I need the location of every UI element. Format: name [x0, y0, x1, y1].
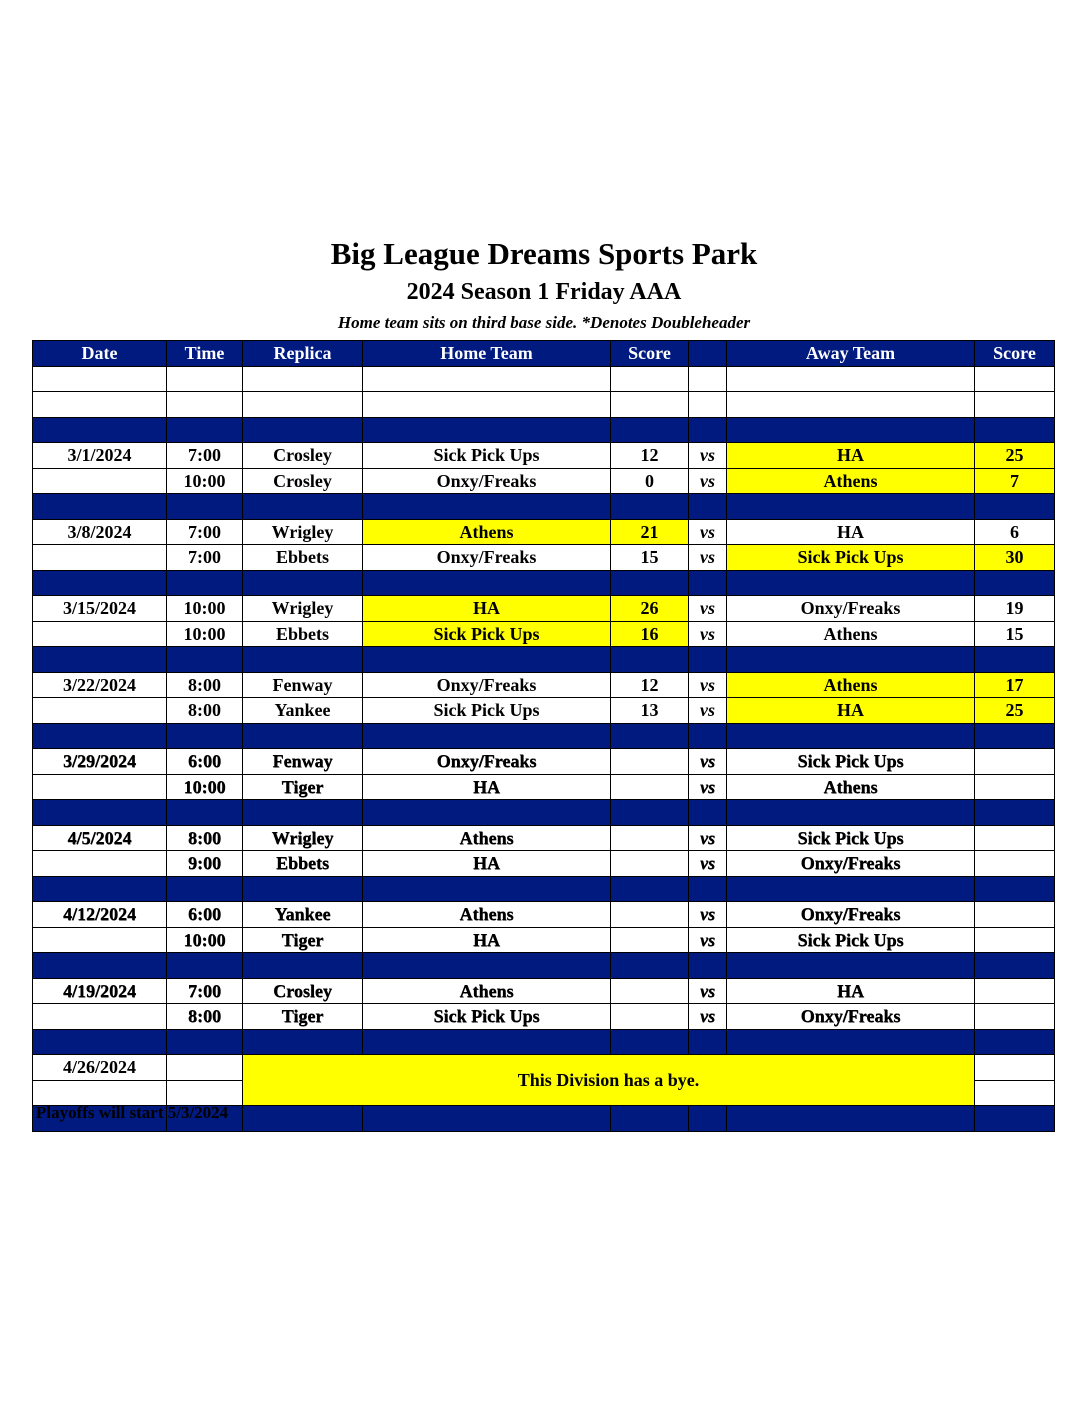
separator-cell [363, 1029, 611, 1055]
home-team: Sick Pick Ups [363, 1004, 611, 1030]
separator-cell [33, 953, 167, 979]
separator-cell [689, 494, 727, 520]
header-replica: Replica [243, 341, 363, 367]
game-field: Wrigley [243, 596, 363, 622]
separator-cell [167, 876, 243, 902]
game-date: 3/29/2024 [33, 749, 167, 775]
empty-cell [975, 366, 1055, 392]
header-home-score: Score [611, 341, 689, 367]
empty-cell [611, 392, 689, 418]
home-score: 15 [611, 545, 689, 571]
separator-cell [611, 417, 689, 443]
home-score: 21 [611, 519, 689, 545]
vs-label: vs [689, 698, 727, 724]
game-time: 8:00 [167, 825, 243, 851]
vs-label: vs [689, 825, 727, 851]
away-score [975, 774, 1055, 800]
away-score: 7 [975, 468, 1055, 494]
home-score [611, 749, 689, 775]
game-field: Wrigley [243, 519, 363, 545]
separator-cell [363, 417, 611, 443]
home-score: 13 [611, 698, 689, 724]
page-title: Big League Dreams Sports Park [330, 236, 758, 271]
home-score [611, 902, 689, 928]
game-time: 7:00 [167, 545, 243, 571]
vs-label: vs [689, 927, 727, 953]
separator-row [33, 647, 1055, 673]
bye-date: 4/26/2024 [33, 1055, 167, 1081]
header-time: Time [167, 341, 243, 367]
empty-cell [363, 366, 611, 392]
separator-cell [727, 570, 975, 596]
game-row [33, 443, 1055, 469]
empty-cell [727, 392, 975, 418]
game-row [33, 698, 1055, 724]
game-date [33, 851, 167, 877]
separator-cell [689, 800, 727, 826]
separator-row [33, 1029, 1055, 1055]
home-score [611, 927, 689, 953]
game-time: 10:00 [167, 596, 243, 622]
home-team: Sick Pick Ups [363, 698, 611, 724]
separator-cell [975, 494, 1055, 520]
separator-row [33, 723, 1055, 749]
game-date: 3/1/2024 [33, 443, 167, 469]
away-score [975, 902, 1055, 928]
separator-cell [689, 953, 727, 979]
home-team: Onxy/Freaks [363, 672, 611, 698]
separator-cell [243, 647, 363, 673]
vs-label: vs [689, 978, 727, 1004]
away-score [975, 1004, 1055, 1030]
empty-cell [611, 366, 689, 392]
game-time: 6:00 [167, 902, 243, 928]
home-score [611, 851, 689, 877]
empty-cell [727, 366, 975, 392]
separator-cell [689, 876, 727, 902]
game-row [33, 978, 1055, 1004]
vs-label: vs [689, 443, 727, 469]
separator-cell [727, 953, 975, 979]
empty-cell [167, 1080, 243, 1106]
separator-cell [689, 417, 727, 443]
game-field: Fenway [243, 749, 363, 775]
separator-row [33, 417, 1055, 443]
separator-cell [611, 723, 689, 749]
away-team: Sick Pick Ups [727, 927, 975, 953]
game-row [33, 902, 1055, 928]
empty-cell [975, 1055, 1055, 1081]
game-field: Ebbets [243, 545, 363, 571]
home-team: Onxy/Freaks [363, 749, 611, 775]
home-team: HA [363, 596, 611, 622]
separator-cell [243, 1029, 363, 1055]
away-score [975, 978, 1055, 1004]
separator-cell [243, 570, 363, 596]
game-field: Crosley [243, 468, 363, 494]
home-score: 16 [611, 621, 689, 647]
bye-message: This Division has a bye. [243, 1055, 975, 1106]
away-team: Sick Pick Ups [727, 545, 975, 571]
separator-cell [975, 1029, 1055, 1055]
away-team: Onxy/Freaks [727, 851, 975, 877]
playoffs-note: Playoffs will start 5/3/2024 [36, 1103, 229, 1122]
game-time: 10:00 [167, 927, 243, 953]
away-team: Athens [727, 621, 975, 647]
game-date [33, 927, 167, 953]
separator-cell [363, 953, 611, 979]
home-team: HA [363, 774, 611, 800]
blank-row [33, 392, 1055, 418]
vs-label: vs [689, 545, 727, 571]
separator-cell [167, 800, 243, 826]
empty-cell [975, 392, 1055, 418]
separator-cell [243, 494, 363, 520]
game-field: Crosley [243, 443, 363, 469]
away-team: Onxy/Freaks [727, 596, 975, 622]
home-score: 12 [611, 672, 689, 698]
away-team: HA [727, 978, 975, 1004]
game-date [33, 468, 167, 494]
home-team: Athens [363, 519, 611, 545]
game-field: Ebbets [243, 851, 363, 877]
game-field: Crosley [243, 978, 363, 1004]
empty-cell [33, 1080, 167, 1106]
home-team: HA [363, 851, 611, 877]
header-row [33, 341, 1055, 367]
separator-cell [689, 570, 727, 596]
home-team: Athens [363, 978, 611, 1004]
game-row [33, 468, 1055, 494]
header-home-team: Home Team [363, 341, 611, 367]
schedule-body [33, 366, 1055, 1131]
away-team: Onxy/Freaks [727, 902, 975, 928]
vs-label: vs [689, 851, 727, 877]
vs-label: vs [689, 902, 727, 928]
game-field: Tiger [243, 1004, 363, 1030]
separator-cell [243, 723, 363, 749]
game-date [33, 774, 167, 800]
home-score [611, 978, 689, 1004]
away-score: 17 [975, 672, 1055, 698]
game-row [33, 774, 1055, 800]
separator-cell [33, 800, 167, 826]
vs-label: vs [689, 749, 727, 775]
separator-cell [363, 876, 611, 902]
separator-cell [33, 723, 167, 749]
game-time: 7:00 [167, 443, 243, 469]
empty-cell [975, 1080, 1055, 1106]
separator-cell [975, 953, 1055, 979]
game-date: 3/8/2024 [33, 519, 167, 545]
separator-cell [975, 417, 1055, 443]
home-score [611, 1004, 689, 1030]
separator-cell [611, 1106, 689, 1132]
home-team: Onxy/Freaks [363, 468, 611, 494]
header-date: Date [33, 341, 167, 367]
separator-cell [611, 876, 689, 902]
header-vs [689, 341, 727, 367]
separator-cell [727, 1106, 975, 1132]
separator-cell [33, 876, 167, 902]
home-team: HA [363, 927, 611, 953]
page-subtitle: 2024 Season 1 Friday AAA [406, 279, 682, 305]
separator-cell [363, 723, 611, 749]
vs-label: vs [689, 672, 727, 698]
away-team: HA [727, 698, 975, 724]
away-team: HA [727, 519, 975, 545]
empty-cell [243, 366, 363, 392]
game-field: Wrigley [243, 825, 363, 851]
away-score [975, 927, 1055, 953]
separator-cell [689, 723, 727, 749]
game-row [33, 621, 1055, 647]
separator-cell [33, 647, 167, 673]
away-score [975, 825, 1055, 851]
separator-row [33, 876, 1055, 902]
home-score [611, 825, 689, 851]
separator-cell [167, 494, 243, 520]
separator-cell [243, 417, 363, 443]
empty-cell [167, 366, 243, 392]
separator-row [33, 953, 1055, 979]
game-row [33, 825, 1055, 851]
separator-cell [611, 953, 689, 979]
separator-cell [727, 723, 975, 749]
game-field: Yankee [243, 698, 363, 724]
separator-cell [611, 647, 689, 673]
away-team: Sick Pick Ups [727, 825, 975, 851]
separator-cell [243, 1106, 363, 1132]
vs-label: vs [689, 519, 727, 545]
game-time: 9:00 [167, 851, 243, 877]
game-time: 7:00 [167, 519, 243, 545]
separator-cell [243, 953, 363, 979]
separator-cell [727, 417, 975, 443]
game-row [33, 596, 1055, 622]
separator-cell [33, 417, 167, 443]
separator-cell [611, 494, 689, 520]
home-score: 26 [611, 596, 689, 622]
bye-row [33, 1055, 1055, 1081]
separator-cell [975, 876, 1055, 902]
vs-label: vs [689, 468, 727, 494]
separator-cell [167, 647, 243, 673]
away-score: 19 [975, 596, 1055, 622]
game-field: Fenway [243, 672, 363, 698]
away-score [975, 851, 1055, 877]
game-row [33, 1004, 1055, 1030]
vs-label: vs [689, 621, 727, 647]
separator-row [33, 800, 1055, 826]
separator-cell [975, 800, 1055, 826]
vs-label: vs [689, 596, 727, 622]
game-time: 10:00 [167, 468, 243, 494]
header-away-team: Away Team [727, 341, 975, 367]
game-row [33, 519, 1055, 545]
away-team: Athens [727, 774, 975, 800]
separator-cell [167, 953, 243, 979]
away-score: 25 [975, 698, 1055, 724]
game-date: 3/15/2024 [33, 596, 167, 622]
empty-cell [33, 392, 167, 418]
separator-cell [167, 570, 243, 596]
separator-cell [689, 1106, 727, 1132]
home-score [611, 774, 689, 800]
separator-cell [363, 800, 611, 826]
game-date [33, 1004, 167, 1030]
game-row [33, 927, 1055, 953]
away-team: HA [727, 443, 975, 469]
game-time: 8:00 [167, 672, 243, 698]
game-row [33, 749, 1055, 775]
separator-cell [363, 570, 611, 596]
separator-row [33, 570, 1055, 596]
game-field: Yankee [243, 902, 363, 928]
separator-cell [167, 723, 243, 749]
separator-cell [243, 800, 363, 826]
game-time: 8:00 [167, 1004, 243, 1030]
home-team: Sick Pick Ups [363, 443, 611, 469]
away-score: 15 [975, 621, 1055, 647]
home-score: 0 [611, 468, 689, 494]
separator-cell [975, 723, 1055, 749]
page-note: Home team sits on third base side. *Denotes Doubleheader [337, 313, 751, 332]
separator-cell [727, 800, 975, 826]
separator-cell [975, 1106, 1055, 1132]
game-row [33, 545, 1055, 571]
vs-label: vs [689, 1004, 727, 1030]
away-team: Sick Pick Ups [727, 749, 975, 775]
separator-cell [727, 876, 975, 902]
separator-cell [611, 570, 689, 596]
separator-cell [689, 647, 727, 673]
separator-cell [689, 1029, 727, 1055]
game-time: 7:00 [167, 978, 243, 1004]
separator-cell [975, 647, 1055, 673]
separator-cell [167, 1029, 243, 1055]
separator-cell [363, 1106, 611, 1132]
game-date: 4/12/2024 [33, 902, 167, 928]
home-score: 12 [611, 443, 689, 469]
game-row [33, 672, 1055, 698]
game-time: 6:00 [167, 749, 243, 775]
blank-row [33, 366, 1055, 392]
away-team: Onxy/Freaks [727, 1004, 975, 1030]
separator-cell [363, 647, 611, 673]
game-date: 4/19/2024 [33, 978, 167, 1004]
game-field: Ebbets [243, 621, 363, 647]
empty-cell [243, 392, 363, 418]
separator-cell [243, 876, 363, 902]
separator-cell [611, 800, 689, 826]
separator-cell [363, 494, 611, 520]
away-score [975, 749, 1055, 775]
separator-cell [611, 1029, 689, 1055]
separator-row [33, 494, 1055, 520]
game-field: Tiger [243, 774, 363, 800]
header-away-score: Score [975, 341, 1055, 367]
separator-cell [33, 570, 167, 596]
empty-cell [167, 392, 243, 418]
game-time: 10:00 [167, 621, 243, 647]
separator-cell [33, 494, 167, 520]
away-team: Athens [727, 672, 975, 698]
game-date: 3/22/2024 [33, 672, 167, 698]
empty-cell [167, 1055, 243, 1081]
home-team: Onxy/Freaks [363, 545, 611, 571]
game-field: Tiger [243, 927, 363, 953]
game-date [33, 698, 167, 724]
empty-cell [689, 392, 727, 418]
away-score: 6 [975, 519, 1055, 545]
vs-label: vs [689, 774, 727, 800]
away-team: Athens [727, 468, 975, 494]
away-score: 25 [975, 443, 1055, 469]
separator-cell [727, 1029, 975, 1055]
game-time: 10:00 [167, 774, 243, 800]
separator-cell [33, 1029, 167, 1055]
empty-cell [33, 366, 167, 392]
separator-cell [727, 494, 975, 520]
game-row [33, 851, 1055, 877]
game-date [33, 621, 167, 647]
separator-cell [727, 647, 975, 673]
away-score: 30 [975, 545, 1055, 571]
game-date [33, 545, 167, 571]
separator-cell [975, 570, 1055, 596]
schedule-table [32, 340, 1055, 1132]
home-team: Sick Pick Ups [363, 621, 611, 647]
game-date: 4/5/2024 [33, 825, 167, 851]
empty-cell [689, 366, 727, 392]
game-time: 8:00 [167, 698, 243, 724]
empty-cell [363, 392, 611, 418]
separator-cell [167, 417, 243, 443]
home-team: Athens [363, 902, 611, 928]
home-team: Athens [363, 825, 611, 851]
